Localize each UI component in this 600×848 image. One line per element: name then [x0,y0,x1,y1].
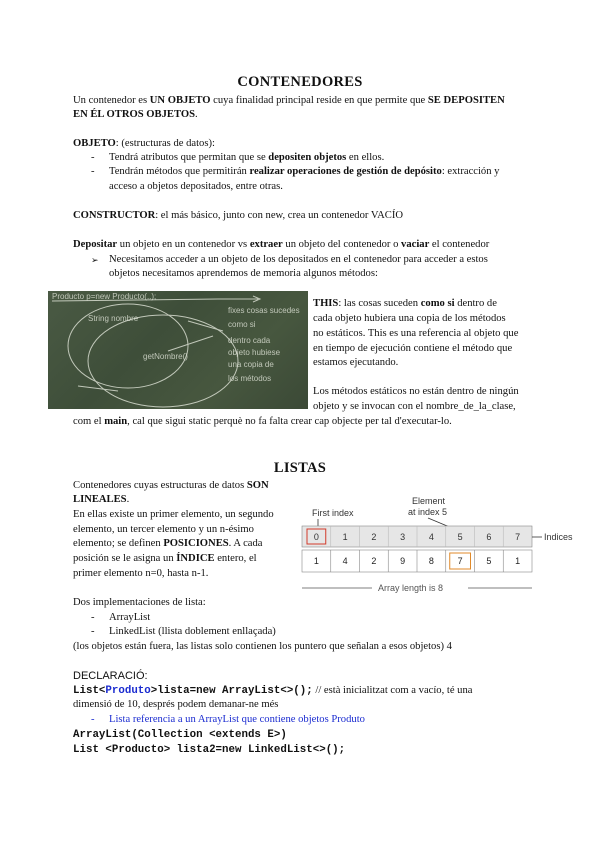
index-cell: 3 [400,532,406,542]
this-line-7: objeto y se invocan con el nombre_de_la_clase, [313,401,516,412]
code-line-1: List<Produto>lista=new ArrayList<>(); // està inicialitzat com a vacío, té una [73,685,473,697]
listas-line-3: En ellas existe un primer elemento, un segundo [73,509,274,520]
page-title: CONTENEDORES [237,74,363,90]
index-cell: 0 [313,532,319,542]
this-line-6: Los métodos estáticos no están dentro de ningún [313,386,519,397]
constructor-line: CONSTRUCTOR: el más básico, junto con new, crea un contenedor VACÍO [73,210,404,221]
array-length-label: Array length is 8 [378,583,444,593]
depositar-bullet-2: objetos necesitamos aprendemos de memoria algunos métodos: [109,268,378,279]
index-cell: 7 [515,532,521,542]
listas-line-1: Contenedores cuyas estructuras de datos SON [73,480,269,491]
depositar-bullet-1: ➢ Necesitamos acceder a un objeto de los depositados en el contenedor para acceder a estos [109,253,488,267]
svg-text:Producto p=new Producto(..);: Producto p=new Producto(..); [52,292,157,301]
objeto-heading: OBJETO: (estructuras de datos): [73,138,215,149]
index-cell: 1 [342,532,348,542]
svg-text:los métodos: los métodos [228,374,272,383]
listas-line-7: primer elemento n=0, hasta n-1. [73,568,209,579]
svg-text:objeto hubiese: objeto hubiese [228,348,281,357]
svg-text:fixes cosas sucedes: fixes cosas sucedes [228,306,300,315]
value-cell: 9 [400,556,406,566]
intro-line-1: Un contenedor es UN OBJETO cuya finalidad principal reside en que permite que SE DEPOSITEN [73,95,505,106]
value-cell: 4 [342,556,348,566]
objeto-item-2-cont: acceso a objetos depositados, entre otras. [109,181,283,192]
indices-label: Indices [544,532,573,542]
element-label: Element [412,496,446,506]
this-line-8: com el main, cal que sigui static perquè no fa falta crear cap objecte per tal d'executar-lo. [73,416,452,427]
impl-heading: Dos implementaciones de lista: [73,597,206,608]
this-line-2: cada objeto hubiera una copia de los métodos [313,313,506,324]
index-cell: 5 [457,532,463,542]
value-cell: 1 [313,556,319,566]
value-cell: 7 [457,556,463,566]
section-title-listas: LISTAS [273,460,327,476]
svg-text:una copia de: una copia de [228,360,274,369]
value-cell: 5 [486,556,492,566]
listas-line-4: elemento, un tercer elemento y un n-ésimo [73,524,254,535]
depositar-line: Depositar un objeto en un contenedor vs extraer un objeto del contenedor o vaciar el contenedor [73,239,490,250]
listas-line-2: LINEALES. [73,494,130,505]
listas-note: (los objetos están fuera, las listas solo contienen los puntero que señalan a esos objetos) 4 [73,641,452,652]
code-line-2: ArrayList(Collection <extends E>) [73,729,287,741]
index-cell: 6 [486,532,492,542]
value-cell: 2 [371,556,377,566]
svg-text:como si: como si [228,320,256,329]
value-cell: 1 [515,556,521,566]
value-cell: 8 [428,556,434,566]
listas-line-6: posición se le asigna un ÍNDICE entero, el [73,553,257,564]
this-line-3: no estáticos. This es una referencia al objeto que [313,328,519,339]
declaracio-heading: DECLARACIÓ: [73,670,148,682]
code-comment-2: dimensió de 10, després podem demanar-ne més [73,699,279,710]
array-diagram [300,492,575,600]
code-line-3: List <Producto> lista2=new LinkedList<>(); [73,744,346,756]
chalkboard-photo [48,291,308,409]
listas-line-5: elemento; se definen POSICIONES. A cada [73,538,263,549]
intro-line-2: EN ÉL OTROS OBJETOS. [73,109,198,120]
svg-text:getNombre(): getNombre() [143,352,188,361]
svg-text:dentro cada: dentro cada [228,336,271,345]
svg-text:String nombre: String nombre [88,314,139,323]
this-line-4: en tiempo de ejecución contiene el método que [313,343,513,354]
index-cell: 2 [371,532,377,542]
this-line-5: estamos ejecutando. [313,357,399,368]
at-index-label: at index 5 [408,507,448,517]
index-cell: 4 [428,532,434,542]
objeto-item-2: - Tendrán métodos que permitirán realizar operaciones de gestión de depósito: extracción y [109,165,499,179]
objeto-item-1: - Tendrá atributos que permitan que se depositen objetos en ellos. [109,151,384,165]
declaracio-bullet: - Lista referencia a un ArrayList que contiene objetos Produto [109,713,365,727]
impl-linkedlist: - LinkedList (llista doblement enllaçada) [109,625,276,639]
first-index-label: First index [312,508,354,518]
impl-arraylist: - ArrayList [109,611,150,625]
this-line-1: THIS: las cosas suceden como si dentro de [313,298,497,309]
